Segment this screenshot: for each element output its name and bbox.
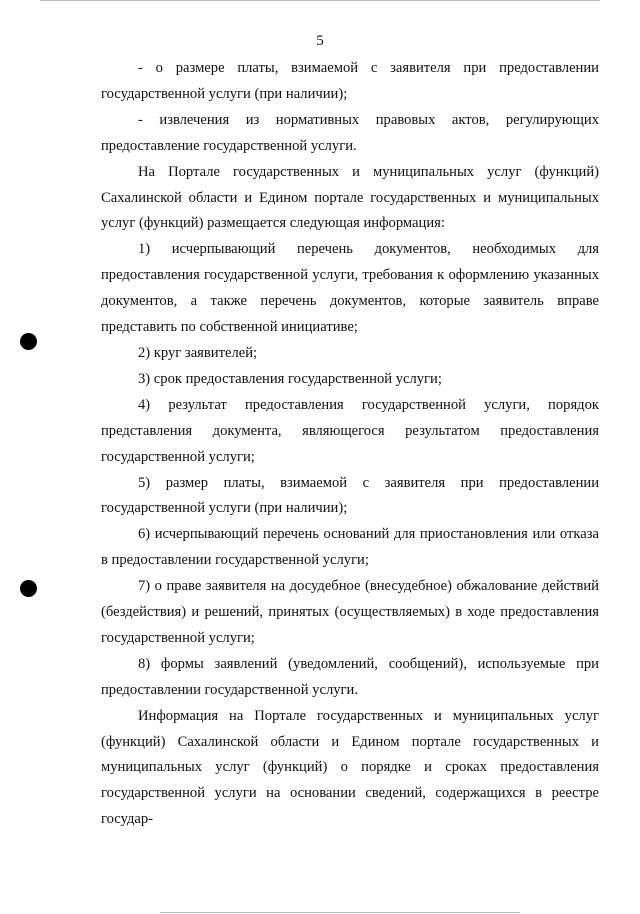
page-number: 5	[316, 33, 324, 49]
paragraph: 2) круг заявителей;	[138, 344, 258, 361]
paragraph: 1) исчерпывающий перечень документов, необходимых для предоставления государственной услуги, требования к оформлению указанных документов, а также перечень документов, которые заявитель вправе представить по собственной инициативе;	[101, 241, 599, 336]
paragraph: - о размере платы, взимаемой с заявителя при предоставлении государственной услуги (при наличии);	[101, 60, 599, 102]
paragraph: Информация на Портале государственных и муниципальных услуг (функций) Сахалинской области и Едином портале государственных и муниципальных услуг (функций) о порядке и сроках предоставления государственной услуги на основании сведений, содержащихся в реестре государ-	[101, 707, 599, 828]
paragraph: 3) срок предоставления государственной услуги;	[138, 370, 442, 387]
paragraph: 7) о праве заявителя на досудебное (внесудебное) обжалование действий (бездействия) и решений, принятых (осуществляемых) в ходе предоставления государственной услуги;	[101, 578, 599, 646]
paragraph: 6) исчерпывающий перечень оснований для приостановления или отказа в предоставлении государственной услуги;	[101, 526, 599, 569]
scan-edge-bottom	[160, 912, 520, 913]
binder-hole-top	[20, 333, 37, 350]
paragraph: 5) размер платы, взимаемой с заявителя при предоставлении государственной услуги (при наличии);	[101, 474, 599, 517]
scan-edge-top	[40, 0, 600, 1]
paragraph: На Портале государственных и муниципальных услуг (функций) Сахалинской области и Едином портале государственных и муниципальных услуг (функций) размещается следующая информация:	[101, 163, 599, 232]
paragraph: 4) результат предоставления государственной услуги, порядок представления документа, являющегося результатом предоставления государственной услуги;	[101, 396, 599, 465]
paragraph: 8) формы заявлений (уведомлений, сообщений), используемые при предоставлении государственной услуги.	[101, 655, 599, 698]
paragraph: - извлечения из нормативных правовых актов, регулирующих предоставление государственной услуги.	[101, 111, 599, 154]
binder-hole-bottom	[20, 580, 37, 597]
document-body	[101, 56, 599, 833]
